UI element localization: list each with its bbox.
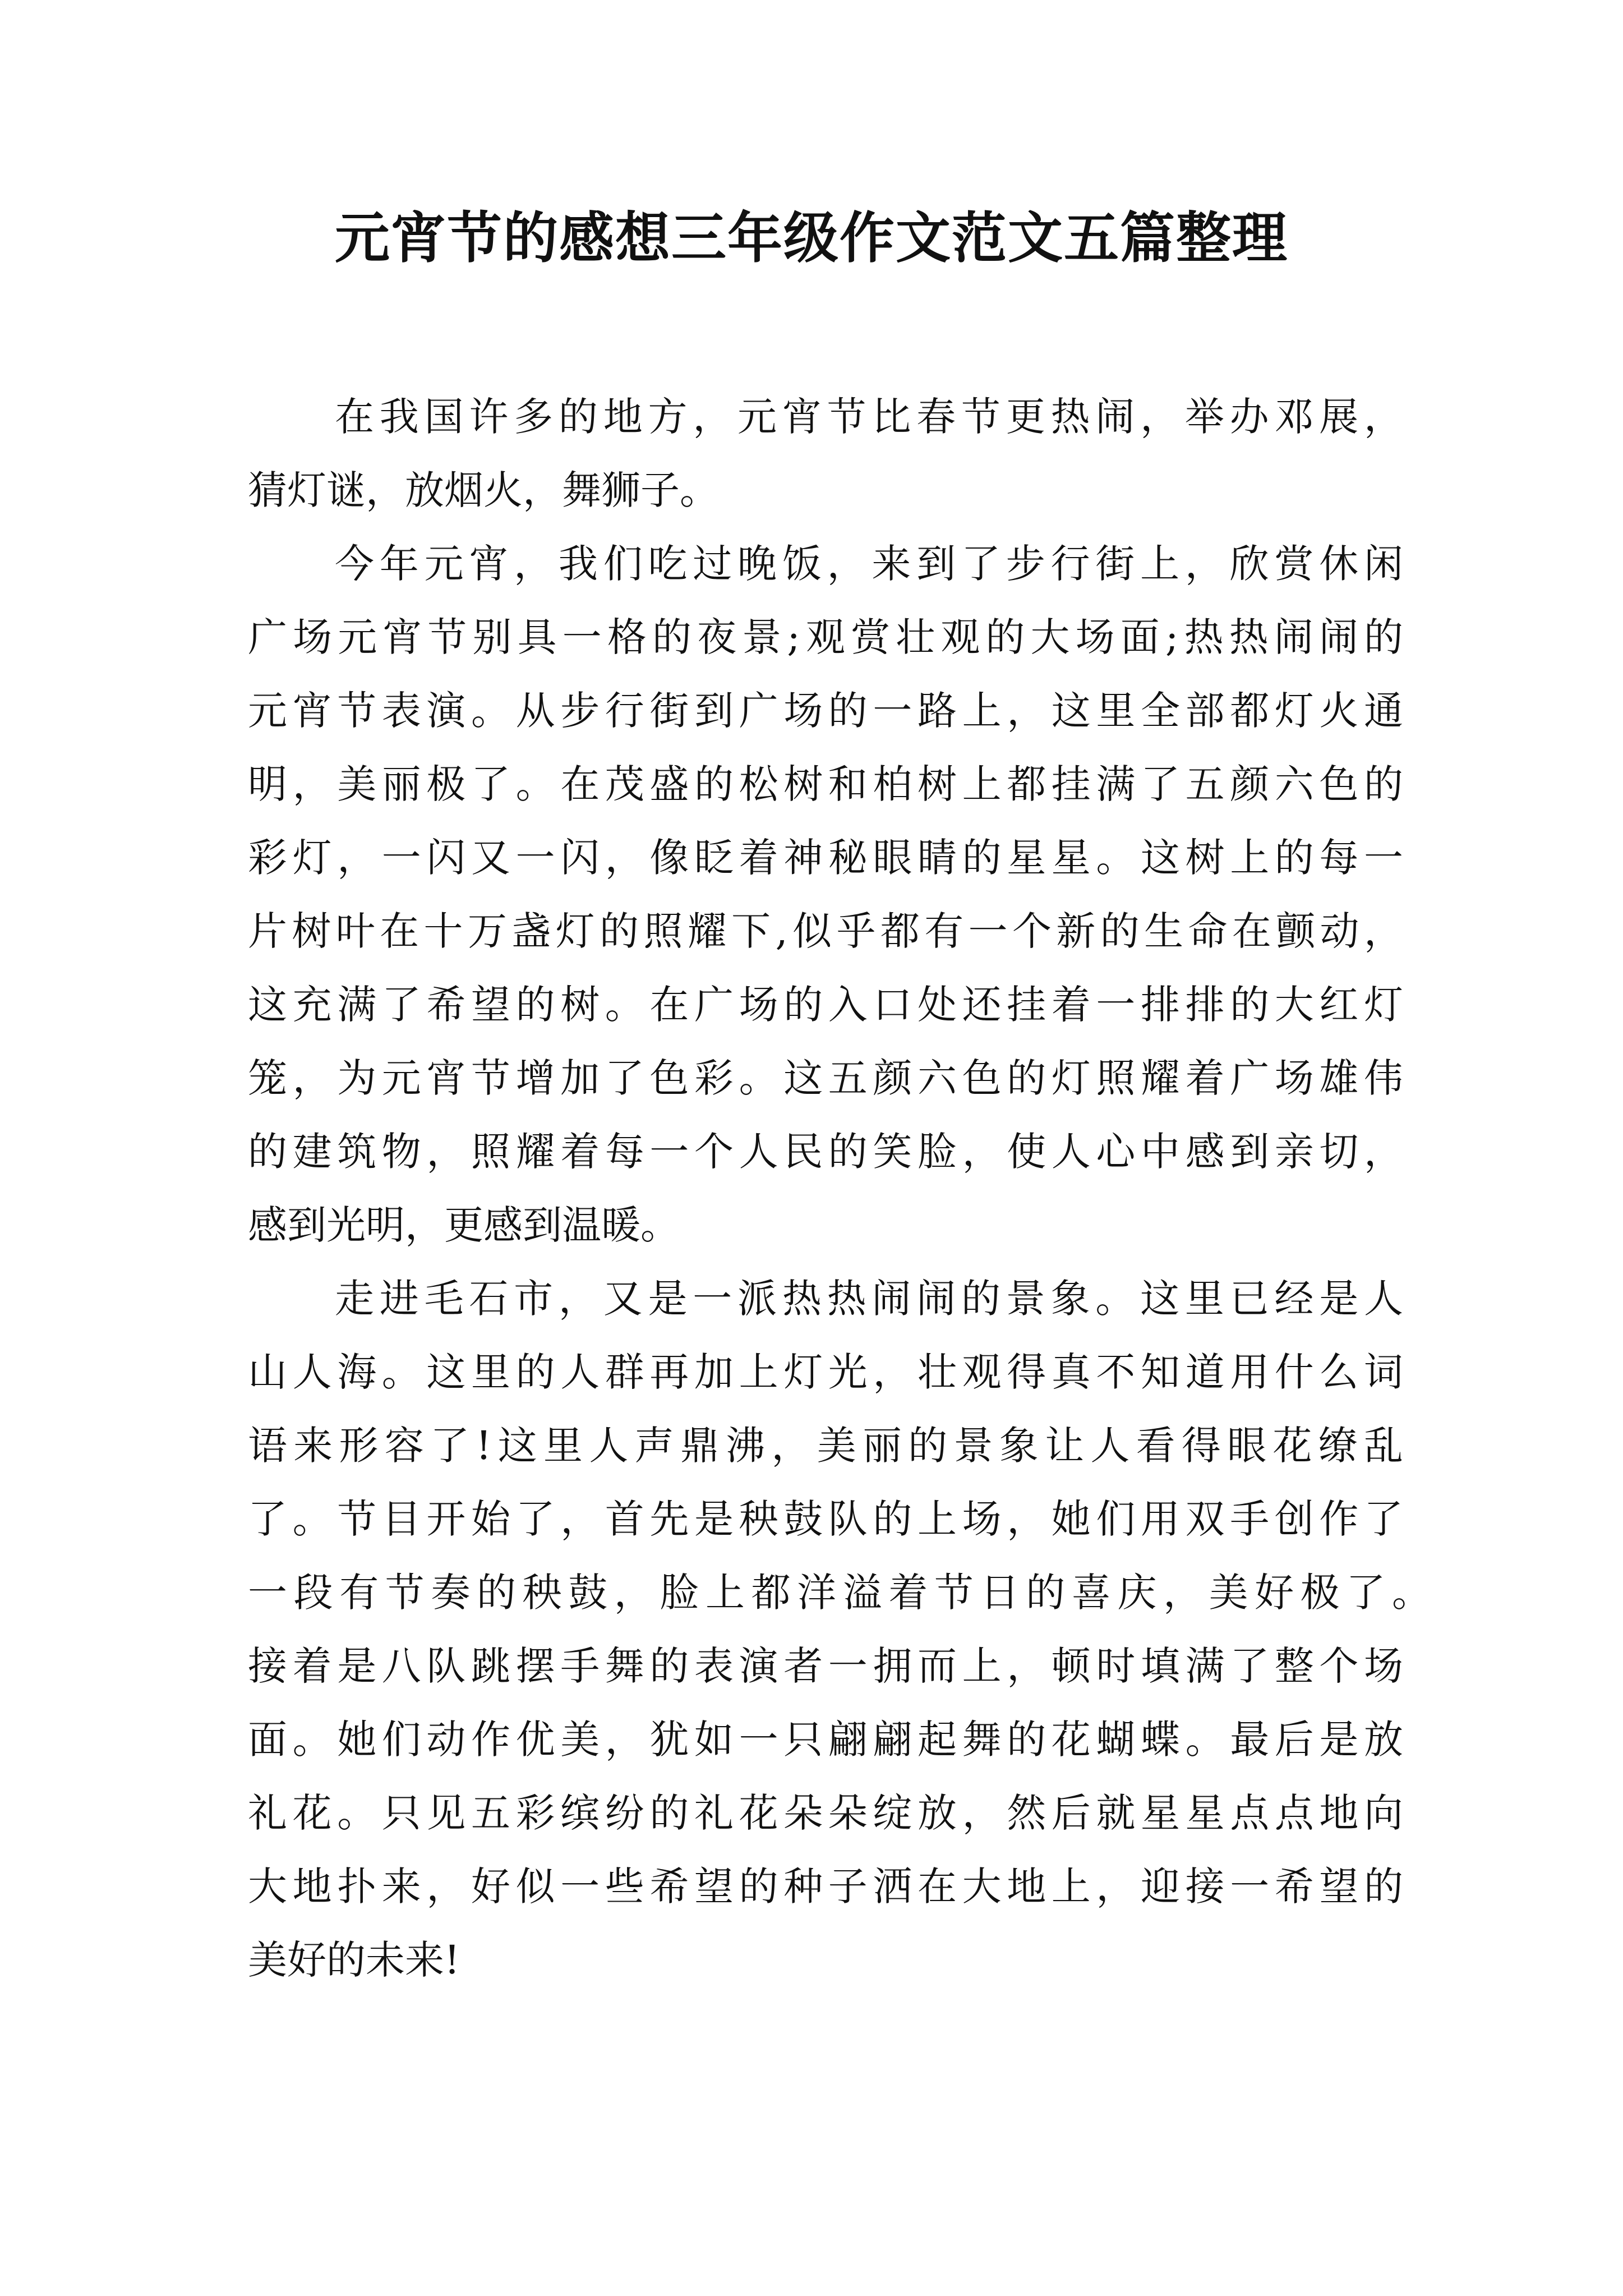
text-line: 面。她们动作优美，犹如一只翩翩起舞的花蝴蝶。最后是放: [248, 1717, 1403, 1763]
text-line: 今年元宵，我们吃过晚饭，来到了步行街上，欣赏休闲: [335, 541, 1403, 587]
text-line: 感到光明，更感到温暖。: [248, 1202, 680, 1248]
text-line: 的建筑物，照耀着每一个人民的笑脸，使人心中感到亲切，: [248, 1129, 1403, 1175]
document-title: 元宵节的感想三年级作文范文五篇整理: [334, 206, 1288, 270]
text-line: 语来形容了!这里人声鼎沸，美丽的景象让人看得眼花缭乱: [248, 1423, 1403, 1469]
text-line: 明，美丽极了。在茂盛的松树和柏树上都挂满了五颜六色的: [248, 761, 1403, 807]
text-line: 在我国许多的地方，元宵节比春节更热闹，举办邓展，: [335, 394, 1403, 440]
text-line: 大地扑来，好似一些希望的种子洒在大地上，迎接一希望的: [248, 1864, 1403, 1910]
text-line: 山人海。这里的人群再加上灯光，壮观得真不知道用什么词: [248, 1349, 1403, 1395]
text-line: 片树叶在十万盏灯的照耀下,似乎都有一个新的生命在颤动，: [248, 908, 1403, 954]
text-line: 广场元宵节别具一格的夜景;观赏壮观的大场面;热热闹闹的: [248, 614, 1403, 660]
text-line: 元宵节表演。从步行街到广场的一路上，这里全部都灯火通: [248, 688, 1403, 734]
text-line: 接着是八队跳摆手舞的表演者一拥而上，顿时填满了整个场: [248, 1643, 1403, 1689]
text-line: 猜灯谜，放烟火，舞狮子。: [248, 467, 719, 513]
text-line: 一段有节奏的秧鼓，脸上都洋溢着节日的喜庆，美好极了。: [248, 1570, 1431, 1616]
text-line: 美好的未来!: [248, 1937, 460, 1983]
text-line: 了。节目开始了，首先是秧鼓队的上场，她们用双手创作了: [248, 1496, 1403, 1542]
text-line: 彩灯，一闪又一闪，像眨着神秘眼睛的星星。这树上的每一: [248, 835, 1403, 881]
text-line: 礼花。只见五彩缤纷的礼花朵朵绽放，然后就星星点点地向: [248, 1790, 1403, 1836]
text-line: 这充满了希望的树。在广场的入口处还挂着一排排的大红灯: [248, 982, 1403, 1028]
text-line: 走进毛石市，又是一派热热闹闹的景象。这里已经是人: [335, 1276, 1403, 1322]
text-line: 笼，为元宵节增加了色彩。这五颜六色的灯照耀着广场雄伟: [248, 1055, 1403, 1101]
